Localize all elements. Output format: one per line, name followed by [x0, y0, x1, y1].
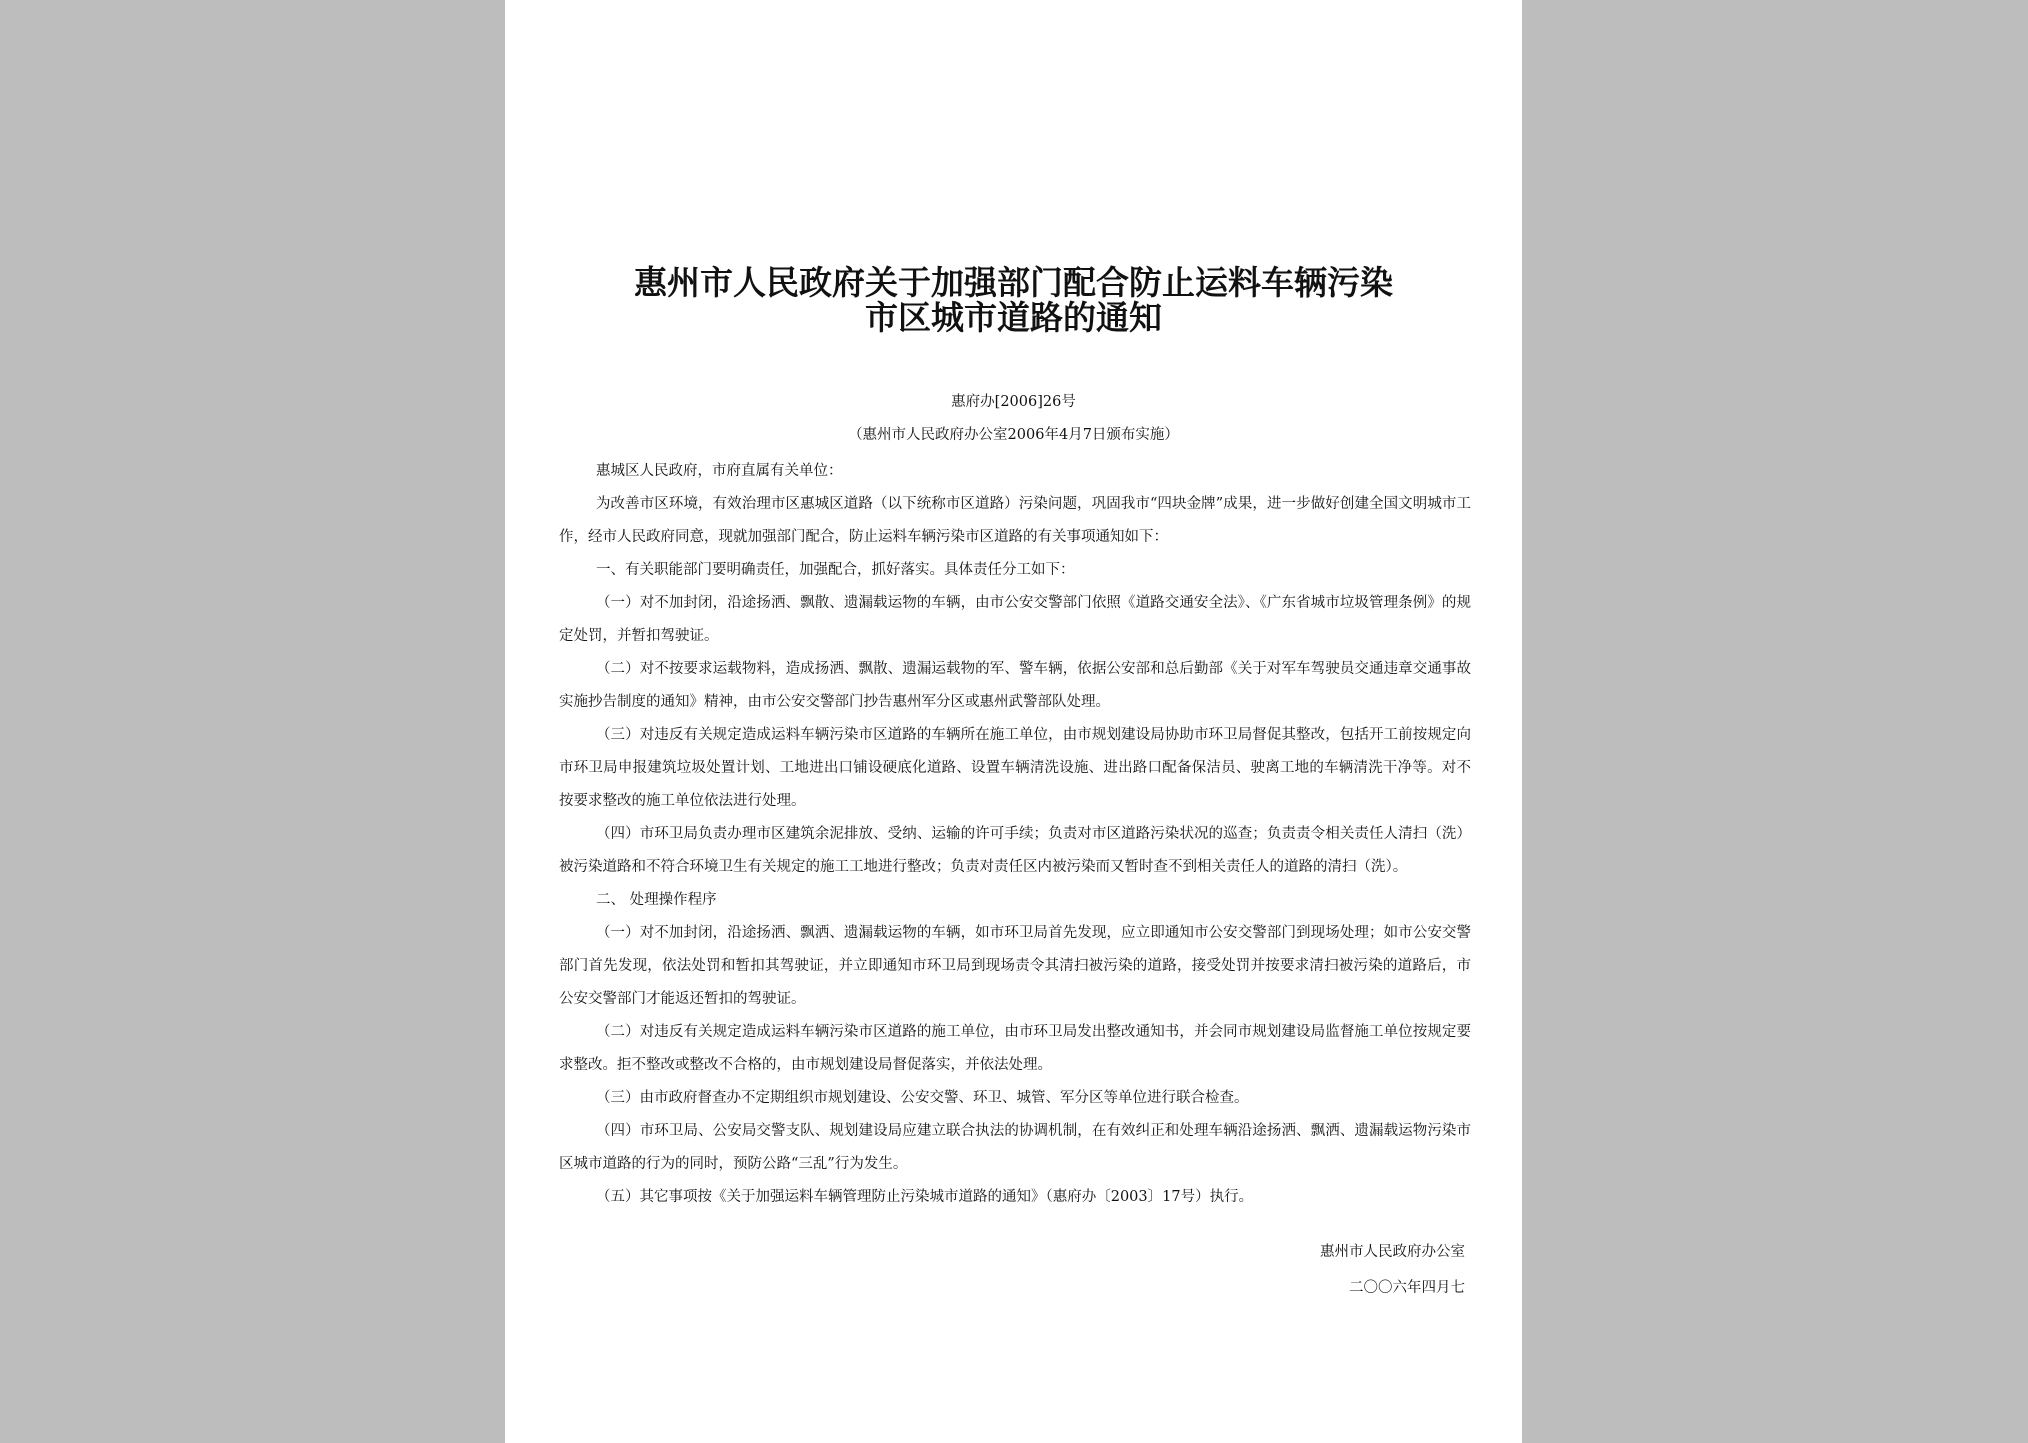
document-title-line-1: 惠州市人民政府关于加强部门配合防止运料车辆污染 [634, 263, 1393, 302]
paragraph: （五）其它事项按《关于加强运料车辆管理防止污染城市道路的通知》（惠府办〔2003〕17号）执行。 [595, 1189, 1254, 1205]
signer: 惠州市人民政府办公室 [1320, 1244, 1465, 1260]
paragraph: （三）由市政府督查办不定期组织市规划建设、公安交警、环卫、城管、军分区等单位进行联合检查。 [595, 1090, 1249, 1106]
paragraph: 为改善市区环境，有效治理市区惠城区道路（以下统称市区道路）污染问题，巩固我市“四块金牌”成果，进一步做好创建全国文明城市工作，经市人民政府同意，现就加强部门配合，防止运料车辆污染市区道路的有关事项通知如下： [559, 496, 1471, 545]
salutation: 惠城区人民政府，市府直属有关单位： [595, 463, 843, 479]
document-body [559, 455, 1471, 1214]
paragraph: （三）对违反有关规定造成运料车辆污染市区道路的车辆所在施工单位，由市规划建设局协助市环卫局督促其整改，包括开工前按规定向市环卫局申报建筑垃圾处置计划、工地进出口铺设硬底化道路、设置车辆清洗设施、进出路口配备保洁员、驶离工地的车辆清洗干净等。对不按要求整改的施工单位依法进行处理。 [559, 727, 1471, 809]
paragraph: （二）对违反有关规定造成运料车辆污染市区道路的施工单位，由市环卫局发出整改通知书，并会同市规划建设局监督施工单位按规定要求整改。拒不整改或整改不合格的，由市规划建设局督促落实，并依法处理。 [559, 1024, 1471, 1073]
document-page [505, 0, 1522, 1443]
section-heading-1: 一、有关职能部门要明确责任，加强配合，抓好落实。具体责任分工如下： [595, 562, 1075, 578]
section-heading-2: 二、 处理操作程序 [595, 892, 717, 908]
paragraph: （一）对不加封闭，沿途扬洒、飘洒、遗漏载运物的车辆，如市环卫局首先发现，应立即通知市公安交警部门到现场处理；如市公安交警部门首先发现，依法处罚和暂扣其驾驶证，并立即通知市环卫局到现场责令其清扫被污染的道路，接受处罚并按要求清扫被污染的道路后，市公安交警部门才能返还暂扣的驾驶证。 [559, 925, 1471, 1007]
paragraph: （一）对不加封闭，沿途扬洒、飘散、遗漏载运物的车辆，由市公安交警部门依照《道路交通安全法》、《广东省城市垃圾管理条例》的规定处罚，并暂扣驾驶证。 [559, 595, 1471, 644]
issued-note: （惠州市人民政府办公室2006年4月7日颁布实施） [848, 427, 1179, 443]
document-number: 惠府办[2006]26号 [951, 394, 1076, 410]
paragraph: （四）市环卫局负责办理市区建筑余泥排放、受纳、运输的许可手续；负责对市区道路污染状况的巡查；负责责令相关责任人清扫（洗）被污染道路和不符合环境卫生有关规定的施工工地进行整改；负责对责任区内被污染而又暂时查不到相关责任人的道路的清扫（洗）。 [559, 826, 1471, 875]
signing-date: 二〇〇六年四月七 [1349, 1280, 1465, 1296]
paragraph: （四）市环卫局、公安局交警支队、规划建设局应建立联合执法的协调机制，在有效纠正和处理车辆沿途扬洒、飘洒、遗漏载运物污染市区城市道路的行为的同时，预防公路“三乱”行为发生。 [559, 1123, 1471, 1172]
document-title-line-2: 市区城市道路的通知 [865, 298, 1162, 337]
paragraph: （二）对不按要求运载物料，造成扬洒、飘散、遗漏运载物的军、警车辆，依据公安部和总后勤部《关于对军车驾驶员交通违章交通事故实施抄告制度的通知》精神，由市公安交警部门抄告惠州军分区或惠州武警部队处理。 [559, 661, 1471, 710]
